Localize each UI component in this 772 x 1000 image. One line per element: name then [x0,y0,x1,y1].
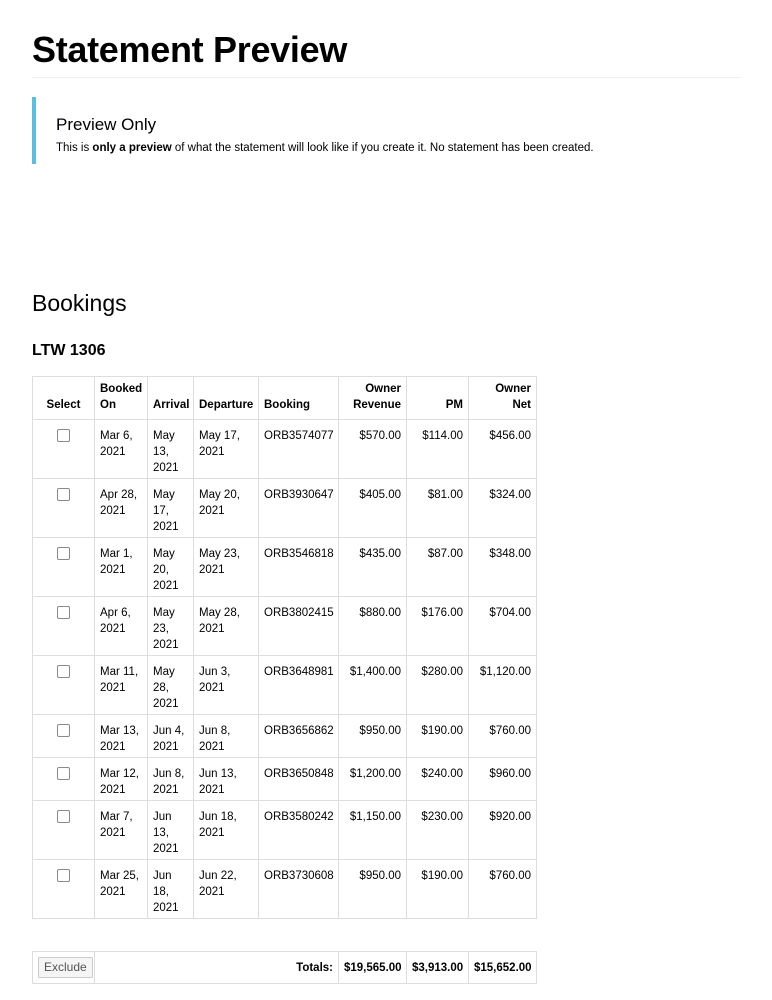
property-group-title: LTW 1306 [32,342,106,359]
callout-text-after: of what the statement will look like if you create it. No statement has been created. [171,142,594,154]
booking-cell: ORB3730608 [259,860,339,919]
booked-on-cell: Mar 25, 2021 [95,860,148,919]
select-cell [33,420,95,479]
booked-on-cell: Mar 7, 2021 [95,801,148,860]
booking-cell: ORB3546818 [259,538,339,597]
col-header-pm: PM [407,377,469,420]
col-header-booked-on-line1: Booked [100,383,143,395]
bookings-section-title: Bookings [32,290,127,316]
owner-net-cell: $348.00 [469,538,537,597]
select-checkbox[interactable] [57,547,70,560]
owner-net-cell: $1,120.00 [469,656,537,715]
table-row [33,758,537,801]
select-cell [33,801,95,860]
select-checkbox[interactable] [57,665,70,678]
select-checkbox[interactable] [57,869,70,882]
owner-net-cell: $704.00 [469,597,537,656]
table-row [33,801,537,860]
departure-cell: May 20, 2021 [194,479,259,538]
table-row [33,479,537,538]
col-header-departure: Departure [194,377,259,420]
departure-cell: May 23, 2021 [194,538,259,597]
arrival-cell: May 23, 2021 [148,597,194,656]
booked-on-cell: Mar 11, 2021 [95,656,148,715]
departure-cell: May 17, 2021 [194,420,259,479]
owner-revenue-cell: $1,150.00 [339,801,407,860]
owner-revenue-cell: $880.00 [339,597,407,656]
select-checkbox[interactable] [57,767,70,780]
totals-label: Totals: [95,952,339,984]
booking-cell: ORB3580242 [259,801,339,860]
pm-cell: $87.00 [407,538,469,597]
exclude-cell [33,952,95,984]
owner-net-cell: $324.00 [469,479,537,538]
table-row [33,656,537,715]
total-owner-revenue: $19,565.00 [339,952,407,984]
bookings-table [32,376,537,919]
arrival-cell: May 28, 2021 [148,656,194,715]
select-cell [33,656,95,715]
col-header-owner-revenue-line2: Revenue [353,399,401,411]
arrival-cell: May 20, 2021 [148,538,194,597]
booked-on-cell: Mar 12, 2021 [95,758,148,801]
title-divider [32,77,741,78]
arrival-cell: Jun 13, 2021 [148,801,194,860]
table-row [33,597,537,656]
col-header-owner-revenue [339,377,407,420]
booked-on-cell: Mar 6, 2021 [95,420,148,479]
owner-revenue-cell: $405.00 [339,479,407,538]
arrival-cell: Jun 18, 2021 [148,860,194,919]
owner-revenue-cell: $1,200.00 [339,758,407,801]
owner-net-cell: $760.00 [469,860,537,919]
table-row [33,715,537,758]
owner-net-cell: $456.00 [469,420,537,479]
booked-on-cell: Apr 28, 2021 [95,479,148,538]
col-header-select: Select [33,377,95,420]
arrival-cell: May 17, 2021 [148,479,194,538]
departure-cell: Jun 18, 2021 [194,801,259,860]
departure-cell: Jun 8, 2021 [194,715,259,758]
booking-cell: ORB3648981 [259,656,339,715]
select-cell [33,715,95,758]
col-header-owner-net [469,377,537,420]
arrival-cell: May 13, 2021 [148,420,194,479]
select-checkbox[interactable] [57,488,70,501]
departure-cell: Jun 13, 2021 [194,758,259,801]
select-checkbox[interactable] [57,810,70,823]
col-header-arrival: Arrival [148,377,194,420]
exclude-button[interactable]: Exclude [38,957,93,978]
select-cell [33,758,95,801]
total-owner-net: $15,652.00 [469,952,537,984]
departure-cell: May 28, 2021 [194,597,259,656]
col-header-owner-revenue-line1: Owner [365,383,401,395]
col-header-owner-net-line2: Net [512,399,531,411]
pm-cell: $190.00 [407,860,469,919]
owner-revenue-cell: $950.00 [339,860,407,919]
totals-table [32,951,537,984]
table-row [33,538,537,597]
pm-cell: $280.00 [407,656,469,715]
total-pm: $3,913.00 [407,952,469,984]
callout-heading: Preview Only [56,115,157,134]
booking-cell: ORB3650848 [259,758,339,801]
preview-callout [32,97,732,164]
callout-text [56,140,594,156]
booked-on-cell: Apr 6, 2021 [95,597,148,656]
owner-revenue-cell: $570.00 [339,420,407,479]
owner-revenue-cell: $435.00 [339,538,407,597]
pm-cell: $230.00 [407,801,469,860]
owner-net-cell: $920.00 [469,801,537,860]
col-header-booked-on [95,377,148,420]
booking-cell: ORB3930647 [259,479,339,538]
col-header-booked-on-line2: On [100,399,116,411]
col-header-owner-net-line1: Owner [495,383,531,395]
pm-cell: $81.00 [407,479,469,538]
owner-revenue-cell: $950.00 [339,715,407,758]
table-header-row [33,377,537,420]
booked-on-cell: Mar 1, 2021 [95,538,148,597]
select-cell [33,860,95,919]
pm-cell: $176.00 [407,597,469,656]
callout-text-before: This is [56,142,93,154]
page-title: Statement Preview [32,29,348,70]
booking-cell: ORB3574077 [259,420,339,479]
callout-text-bold: only a preview [92,142,172,154]
pm-cell: $114.00 [407,420,469,479]
select-cell [33,538,95,597]
booked-on-cell: Mar 13, 2021 [95,715,148,758]
booking-cell: ORB3802415 [259,597,339,656]
col-header-booking: Booking [259,377,339,420]
departure-cell: Jun 3, 2021 [194,656,259,715]
owner-net-cell: $760.00 [469,715,537,758]
owner-revenue-cell: $1,400.00 [339,656,407,715]
arrival-cell: Jun 4, 2021 [148,715,194,758]
table-row [33,420,537,479]
totals-row [33,952,537,984]
pm-cell: $240.00 [407,758,469,801]
select-checkbox[interactable] [57,724,70,737]
departure-cell: Jun 22, 2021 [194,860,259,919]
arrival-cell: Jun 8, 2021 [148,758,194,801]
select-cell [33,479,95,538]
booking-cell: ORB3656862 [259,715,339,758]
select-checkbox[interactable] [57,429,70,442]
table-row [33,860,537,919]
select-cell [33,597,95,656]
owner-net-cell: $960.00 [469,758,537,801]
pm-cell: $190.00 [407,715,469,758]
select-checkbox[interactable] [57,606,70,619]
